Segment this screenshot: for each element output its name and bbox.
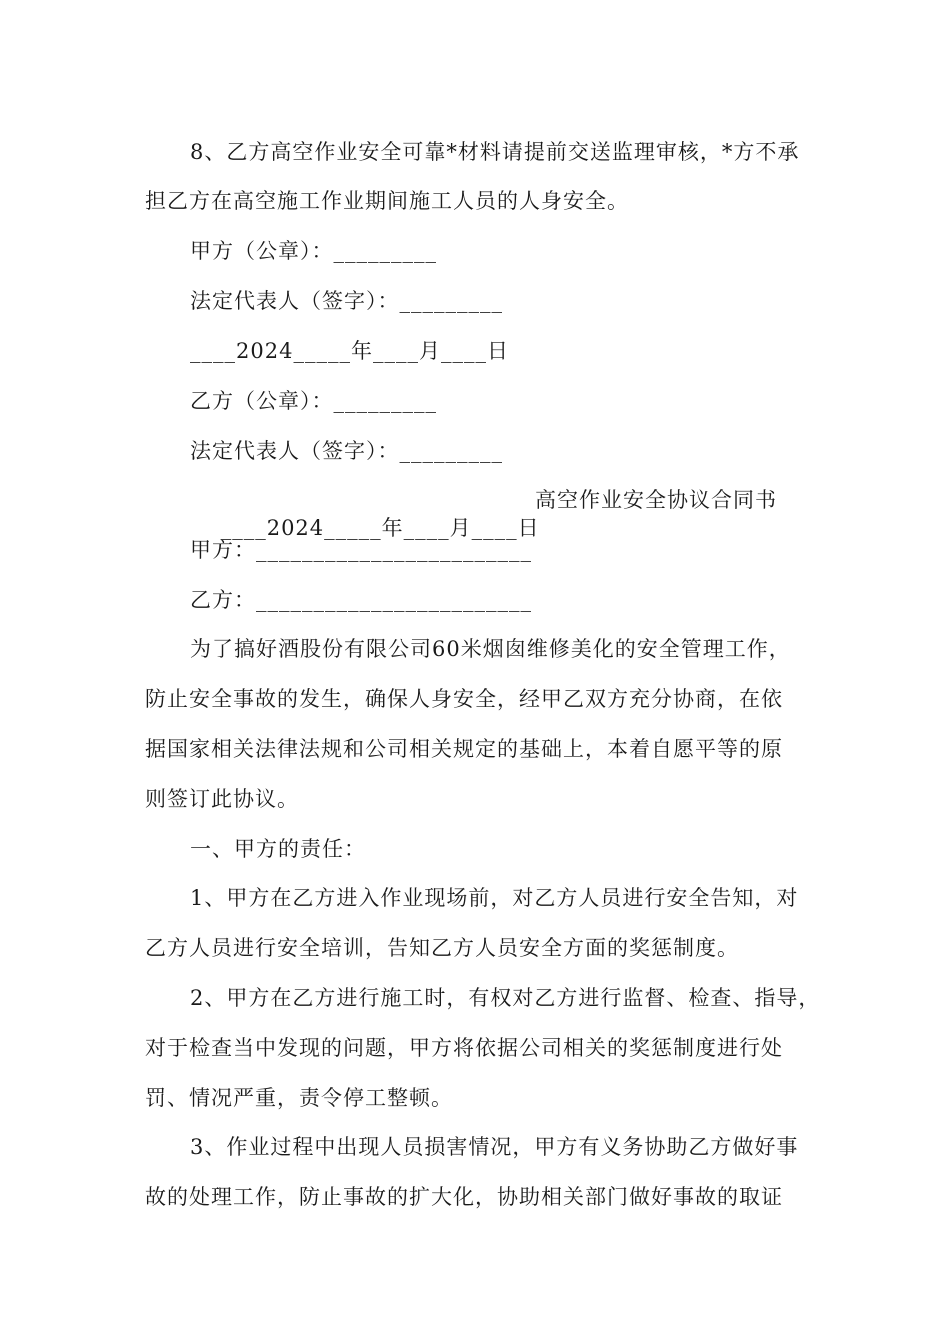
item-2-line-2: 对于检查当中发现的问题，甲方将依据公司相关的奖惩制度进行处 xyxy=(145,1036,783,1060)
party-a-seal-line: 甲方（公章）：_________ xyxy=(190,239,437,263)
party-a-date-line: ____2024_____年____月____日 xyxy=(190,339,509,363)
intro-line-3: 据国家相关法律法规和公司相关规定的基础上，本着自愿平等的原 xyxy=(145,737,783,761)
party-a-representative-line: 法定代表人（签字）：_________ xyxy=(190,289,503,313)
intro-line-1: 为了搞好酒股份有限公司60米烟囱维修美化的安全管理工作， xyxy=(190,637,791,661)
paragraph-8-line-1: 8、乙方高空作业安全可靠*材料请提前交送监理审核，*方不承 xyxy=(190,140,800,164)
intro-line-2: 防止安全事故的发生，确保人身安全，经甲乙双方充分协商，在依 xyxy=(145,687,783,711)
party-b-seal-line: 乙方（公章）：_________ xyxy=(190,389,437,413)
party-a-name-line: 甲方：________________________ xyxy=(190,538,532,562)
party-b-date: ____2024_____年____月____日 xyxy=(220,516,540,540)
party-b-name-line: 乙方：________________________ xyxy=(190,588,532,612)
paragraph-8-line-2: 担乙方在高空施工作业期间施工人员的人身安全。 xyxy=(145,189,629,213)
item-3-line-2: 故的处理工作，防止事故的扩大化，协助相关部门做好事故的取证 xyxy=(145,1185,783,1209)
section-1-heading: 一、甲方的责任： xyxy=(190,837,366,861)
item-1-line-1: 1、甲方在乙方进入作业现场前，对乙方人员进行安全告知，对 xyxy=(190,886,799,910)
party-b-representative-line: 法定代表人（签字）：_________ xyxy=(190,439,503,463)
intro-line-4: 则签订此协议。 xyxy=(145,787,299,811)
item-3-line-1: 3、作业过程中出现人员损害情况，甲方有义务协助乙方做好事 xyxy=(190,1135,799,1159)
item-2-line-1: 2、甲方在乙方进行施工时，有权对乙方进行监督、检查、指导， xyxy=(190,986,821,1010)
item-1-line-2: 乙方人员进行安全培训，告知乙方人员安全方面的奖惩制度。 xyxy=(145,936,739,960)
item-2-line-3: 罚、情况严重，责令停工整顿。 xyxy=(145,1086,453,1110)
contract-title: 高空作业安全协议合同书 xyxy=(535,488,777,512)
